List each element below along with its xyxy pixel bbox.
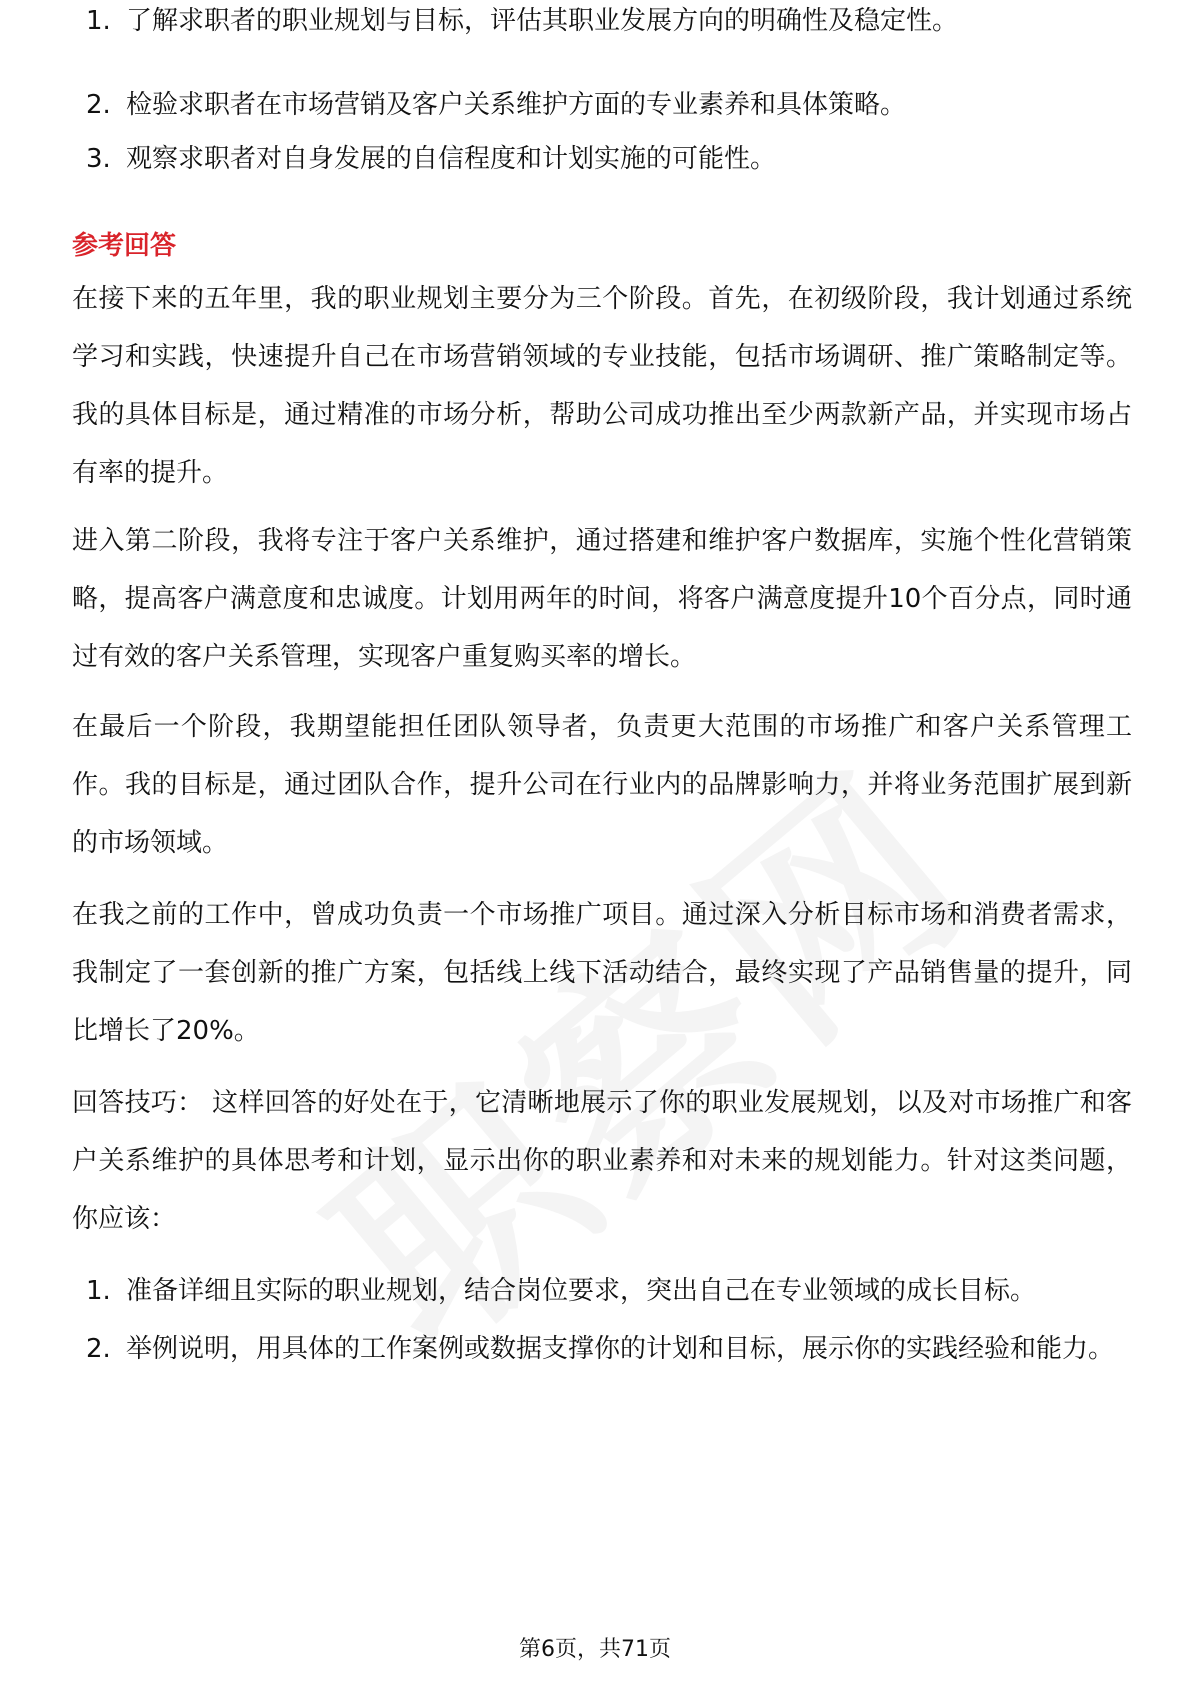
tips-list	[72, 1262, 1132, 1378]
list-item-number: 1.	[86, 6, 111, 36]
list-item-number: 3.	[86, 144, 111, 174]
list-item	[72, 1320, 1132, 1378]
list-item-text: 观察求职者对自身发展的自信程度和计划实施的可能性。	[126, 144, 777, 174]
answer-paragraph: 进入第二阶段，我将专注于客户关系维护，通过搭建和维护客户数据库，实施个性化营销策略，提高客户满意度和忠诚度。计划用两年的时间，将客户满意度提升10个百分点，同时通过有效的客户关系管理，实现客户重复购买率的增长。	[72, 526, 1132, 672]
list-item-text: 了解求职者的职业规划与目标，评估其职业发展方向的明确性及稳定性。	[126, 6, 959, 36]
list-item-text: 检验求职者在市场营销及客户关系维护方面的专业素养和具体策略。	[126, 90, 907, 120]
list-item-number: 1.	[86, 1276, 111, 1306]
list-item	[72, 0, 1132, 50]
answer-paragraph: 在接下来的五年里，我的职业规划主要分为三个阶段。首先，在初级阶段，我计划通过系统学习和实践，快速提升自己在市场营销领域的专业技能，包括市场调研、推广策略制定等。我的具体目标是，通过精准的市场分析，帮助公司成功推出至少两款新产品，并实现市场占有率的提升。	[72, 284, 1132, 488]
list-item-number: 2.	[86, 90, 111, 120]
section-title: 参考回答	[72, 231, 177, 261]
list-item	[72, 1262, 1132, 1320]
list-item	[72, 76, 1132, 134]
list-item-text: 准备详细且实际的职业规划，结合岗位要求，突出自己在专业领域的成长目标。	[126, 1276, 1037, 1306]
tips-paragraph: 回答技巧： 这样回答的好处在于，它清晰地展示了你的职业发展规划，以及对市场推广和客户关系维护的具体思考和计划，显示出你的职业素养和对未来的规划能力。针对这类问题，你应该：	[72, 1088, 1132, 1234]
page-number: 第6页，共71页	[519, 1637, 671, 1662]
answer-paragraph: 在最后一个阶段，我期望能担任团队领导者，负责更大范围的市场推广和客户关系管理工作。我的目标是，通过团队合作，提升公司在行业内的品牌影响力，并将业务范围扩展到新的市场领域。	[72, 712, 1132, 858]
list-item-number: 2.	[86, 1334, 111, 1364]
list-item	[72, 130, 1132, 188]
list-item-text: 举例说明，用具体的工作案例或数据支撑你的计划和目标，展示你的实践经验和能力。	[126, 1334, 1115, 1364]
answer-paragraph: 在我之前的工作中，曾成功负责一个市场推广项目。通过深入分析目标市场和消费者需求，我制定了一套创新的推广方案，包括线上线下活动结合，最终实现了产品销售量的提升，同比增长了20%。	[72, 900, 1132, 1046]
